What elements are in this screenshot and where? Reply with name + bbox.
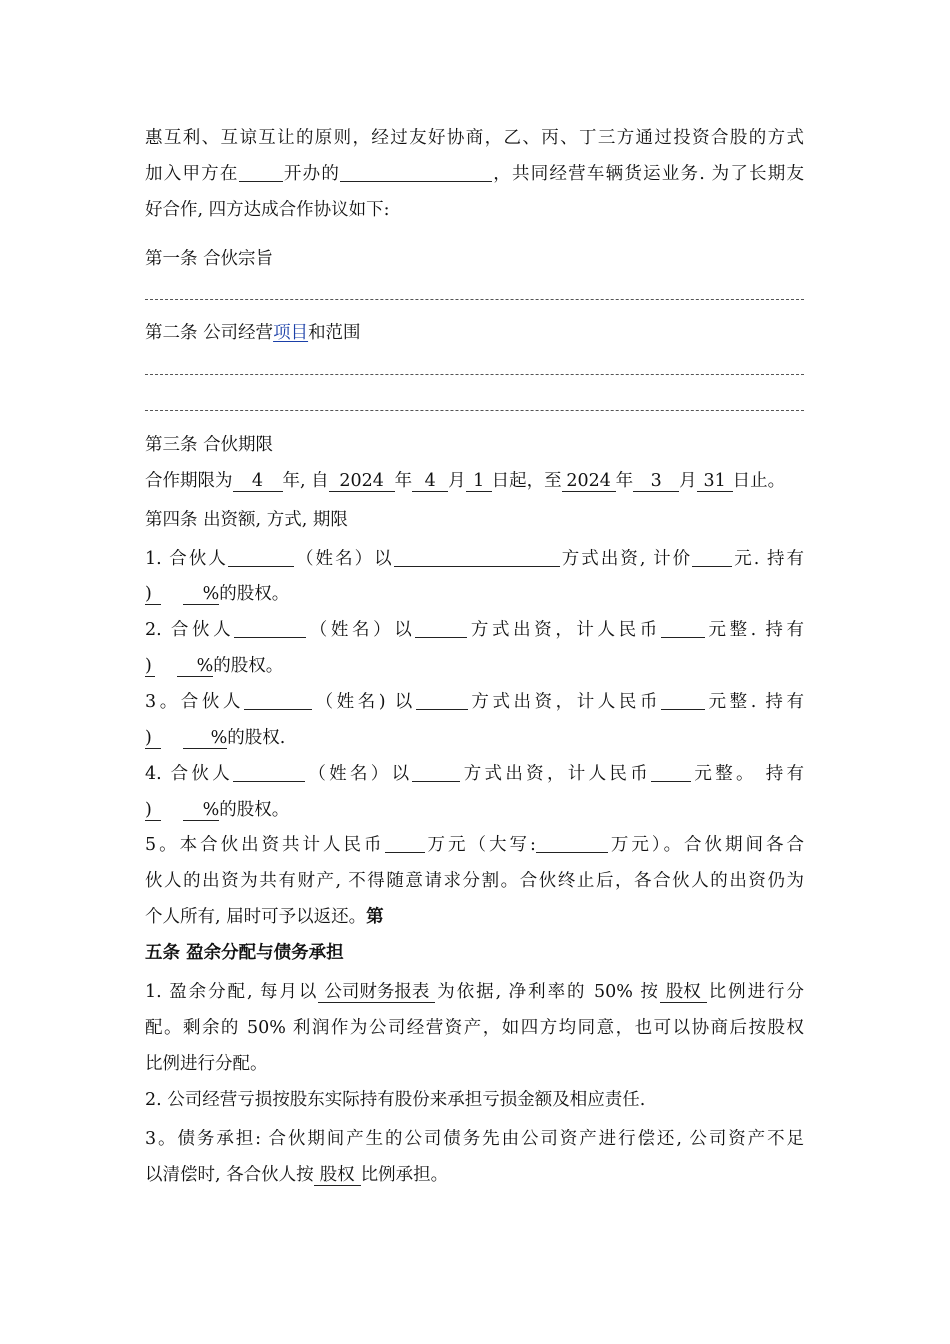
partner-text: 元整. 持有	[705, 692, 804, 712]
share-bracket: )	[145, 800, 161, 821]
term-line	[145, 469, 804, 493]
profit-text: 比例进行分	[706, 982, 804, 1002]
partner-text: 元整. 持有	[704, 620, 805, 640]
contribution-method-blank	[412, 763, 460, 782]
share-percent: %	[183, 800, 219, 821]
partner-name-blank	[234, 619, 306, 638]
partner-text: 的股权。	[219, 584, 290, 604]
equity-ratio: 股权	[660, 982, 707, 1003]
share-percent: %	[183, 728, 227, 749]
title-text: 第二条 公司经营	[145, 323, 274, 343]
partner-text: （姓名）以	[305, 764, 413, 784]
partner-name-blank	[228, 548, 294, 567]
partner-text: 的股权.	[227, 728, 286, 748]
partner-text: 方式出资, 计价	[559, 549, 693, 569]
partner-text: 1. 合伙人	[145, 549, 228, 569]
end-month: 3	[633, 471, 679, 492]
term-text: 月	[448, 471, 466, 491]
partner-text: 方式出资，计人民币	[460, 764, 652, 784]
partner-text: 方式出资，计人民币	[467, 620, 661, 640]
partner-2-share	[145, 654, 804, 678]
divider-dashed	[145, 299, 804, 300]
partner-2-line	[145, 618, 804, 642]
partner-name-blank	[244, 691, 312, 710]
intro-text: ，共同经营车辆货运业务. 为了长期友	[492, 164, 805, 184]
partner-text: 4. 合伙人	[145, 764, 234, 784]
equity-ratio: 股权	[314, 1165, 361, 1186]
total-capital-line-1	[145, 833, 804, 857]
amount-blank	[692, 548, 732, 567]
term-text: 年	[394, 471, 413, 491]
financial-statement-basis: 公司财务报表	[318, 982, 435, 1003]
divider-dashed	[145, 374, 804, 375]
partner-text: 方式出资，计人民币	[467, 692, 662, 712]
partner-text: （姓名) 以	[312, 692, 416, 712]
partner-text: 元整。 持有	[691, 764, 805, 784]
term-years: 4	[233, 471, 283, 492]
partner-text: 的股权。	[219, 800, 290, 820]
term-text: 日止。	[732, 471, 786, 491]
amount-in-words-blank	[536, 834, 608, 853]
intro-line-3: 好合作, 四方达成合作协议如下:	[145, 200, 390, 220]
intro-line-1: 惠互利、互谅互让的原则，经过友好协商，乙、丙、丁三方通过投资合股的方式	[145, 128, 804, 148]
profit-line-3: 比例进行分配。	[145, 1054, 268, 1074]
total-capital-line-2: 伙人的出资为共有财产, 不得随意请求分割。合伙终止后，各合伙人的出资仍为	[145, 871, 804, 891]
total-amount-blank	[385, 834, 425, 853]
start-year: 2024	[329, 471, 395, 492]
end-year: 2024	[562, 471, 616, 492]
capital-text: 万元（大写:	[424, 835, 536, 855]
intro-text: 开办的	[282, 164, 341, 184]
profit-text: 1. 盈余分配, 每月以	[145, 982, 319, 1002]
partner-1-line	[145, 547, 804, 571]
partner-3-share	[145, 726, 804, 750]
total-capital-line-3	[145, 905, 804, 929]
share-percent: %	[177, 656, 213, 677]
share-bracket: )	[145, 584, 161, 605]
debt-line-1: 3。债务承担: 合伙期间产生的公司债务先由公司资产进行偿还, 公司资产不足	[145, 1129, 804, 1149]
share-percent: %	[183, 584, 219, 605]
partner-text: 3。合伙人	[145, 692, 244, 712]
location-blank	[239, 163, 283, 182]
term-text: 年	[615, 471, 634, 491]
business-name-blank	[340, 163, 492, 182]
profit-text: 为依据, 净利率的 50% 按	[435, 982, 660, 1002]
partner-name-blank	[233, 763, 305, 782]
title-text: 和范围	[308, 323, 361, 343]
profit-line-1	[145, 980, 804, 1004]
start-day: 1	[466, 471, 492, 492]
partner-text: 的股权。	[213, 656, 284, 676]
article-5-prefix: 第	[366, 907, 384, 927]
term-text: 日起，至	[491, 471, 562, 491]
partner-3-line	[145, 690, 804, 714]
capital-text: 个人所有, 届时可予以返还。	[145, 907, 367, 927]
partner-1-share	[145, 582, 804, 606]
partner-4-share	[145, 798, 804, 822]
start-month: 4	[412, 471, 448, 492]
profit-line-2: 配。剩余的 50% 利润作为公司经营资产，如四方均同意，也可以协商后按股权	[145, 1018, 804, 1038]
debt-text: 比例承担。	[360, 1165, 449, 1185]
loss-clause: 2. 公司经营亏损按股东实际持有股份来承担亏损金额及相应责任.	[145, 1090, 646, 1110]
contribution-method-blank	[416, 691, 468, 710]
partner-4-line	[145, 762, 804, 786]
share-bracket: )	[145, 656, 155, 677]
article-1-title: 第一条 合伙宗旨	[145, 249, 274, 269]
end-day: 31	[697, 471, 733, 492]
partner-text: 元. 持有	[732, 549, 804, 569]
debt-text: 以清偿时, 各合伙人按	[145, 1165, 314, 1185]
capital-text: 万元）。合伙期间各合	[607, 835, 805, 855]
partner-text: 2. 合伙人	[145, 620, 235, 640]
amount-blank	[661, 691, 705, 710]
article-4-title: 第四条 出资额, 方式, 期限	[145, 510, 348, 530]
intro-text: 加入甲方在	[145, 164, 239, 184]
term-text: 合作期限为	[145, 471, 233, 491]
project-link[interactable]: 项目	[273, 323, 309, 343]
term-text: 年, 自	[282, 471, 329, 491]
share-bracket: )	[145, 728, 161, 749]
contribution-method-blank	[415, 619, 467, 638]
article-5-title: 五条 盈余分配与债务承担	[145, 943, 344, 963]
article-2-title	[145, 321, 804, 345]
partner-text: （姓名）以	[306, 620, 416, 640]
intro-line-2	[145, 162, 804, 186]
article-3-title: 第三条 合伙期限	[145, 435, 274, 455]
term-text: 月	[679, 471, 697, 491]
contribution-method-blank	[394, 548, 560, 567]
amount-blank	[661, 619, 705, 638]
debt-line-2	[145, 1163, 804, 1187]
divider-dashed	[145, 410, 804, 411]
amount-blank	[651, 763, 691, 782]
capital-text: 5。本合伙出资共计人民币	[145, 835, 385, 855]
partner-text: （姓名）以	[293, 549, 394, 569]
